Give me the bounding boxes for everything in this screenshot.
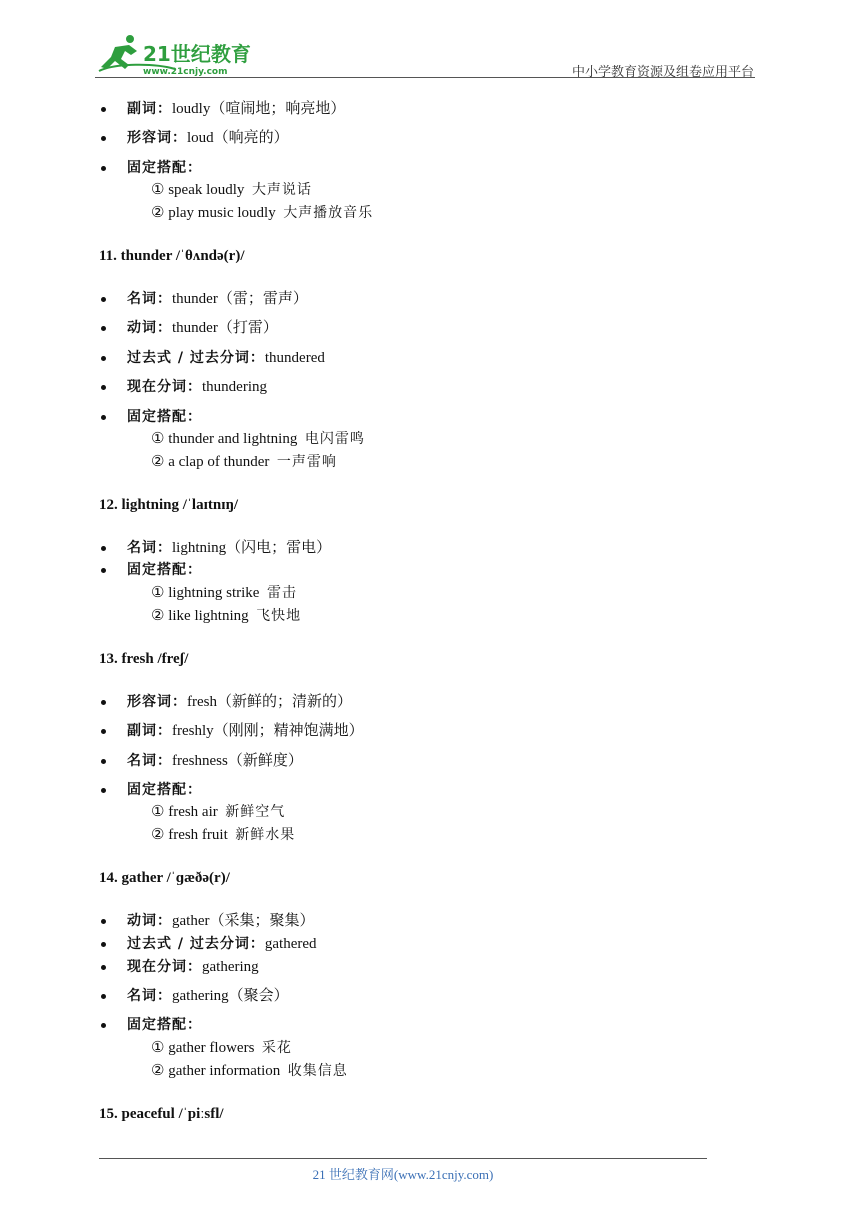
footer-link[interactable]: 21 世纪教育网(www.21cnjy.com) <box>312 1167 494 1182</box>
collocation-line: ① gather flowers 采花 <box>151 1040 292 1056</box>
list-item: 名词：freshness（新鲜度） <box>127 750 303 772</box>
list-item: 现在分词：thundering <box>127 376 267 398</box>
list-item: 形容词：fresh（新鲜的；清新的） <box>127 691 352 713</box>
list-item: 固定搭配： <box>127 779 202 801</box>
list-item: 名词：gathering（聚会） <box>127 985 289 1007</box>
page-header <box>0 0 860 80</box>
platform-tagline: 中小学教育资源及组卷应用平台 <box>571 64 754 79</box>
site-logo <box>95 33 260 78</box>
list-item: 副词：freshly（刚刚；精神饱满地） <box>127 720 364 742</box>
list-item: 动词：thunder（打雷） <box>127 317 278 339</box>
list-item: 固定搭配： <box>127 406 202 428</box>
collocation-line: ② gather information 收集信息 <box>151 1063 348 1079</box>
svg-text:www.21cnjy.com: www.21cnjy.com <box>143 67 228 77</box>
entry-title: 11. thunder /ˈθʌndə(r)/ <box>99 248 245 264</box>
entry-title: 15. peaceful /ˈpiːsfl/ <box>99 1106 224 1122</box>
svg-text:21世纪教育: 21世纪教育 <box>143 42 251 66</box>
list-item: 过去式 / 过去分词：thundered <box>127 347 325 369</box>
list-item: 固定搭配： <box>127 1014 202 1036</box>
collocation-line: ① thunder and lightning 电闪雷鸣 <box>151 431 365 447</box>
list-item: 过去式 / 过去分词：gathered <box>127 933 317 955</box>
collocation-line: ② like lightning 飞快地 <box>151 608 302 624</box>
footer-divider <box>99 1158 707 1159</box>
collocation-line: ② play music loudly 大声播放音乐 <box>151 205 374 221</box>
list-item: 现在分词：gathering <box>127 956 259 978</box>
collocation-line: ② fresh fruit 新鲜水果 <box>151 827 296 843</box>
list-item: 形容词：loud（响亮的） <box>127 127 289 149</box>
entry-title: 14. gather /ˈɡæðə(r)/ <box>99 870 230 886</box>
list-item: 副词：loudly（喧闹地；响亮地） <box>127 98 345 120</box>
list-item: 名词：lightning（闪电；雷电） <box>127 537 331 559</box>
list-item: 固定搭配： <box>127 157 202 179</box>
entry-title: 13. fresh /freʃ/ <box>99 651 189 667</box>
list-item: 名词：thunder（雷；雷声） <box>127 288 308 310</box>
entry-title: 12. lightning /ˈlaɪtnɪŋ/ <box>99 497 239 513</box>
list-item: 固定搭配： <box>127 559 202 581</box>
header-divider <box>95 77 755 78</box>
collocation-line: ① lightning strike 雷击 <box>151 585 297 601</box>
list-item: 动词：gather（采集；聚集） <box>127 910 314 932</box>
runner-logo-icon <box>95 33 260 78</box>
collocation-line: ① speak loudly 大声说话 <box>151 182 312 198</box>
collocation-line: ① fresh air 新鲜空气 <box>151 804 286 820</box>
collocation-line: ② a clap of thunder 一声雷响 <box>151 454 337 470</box>
